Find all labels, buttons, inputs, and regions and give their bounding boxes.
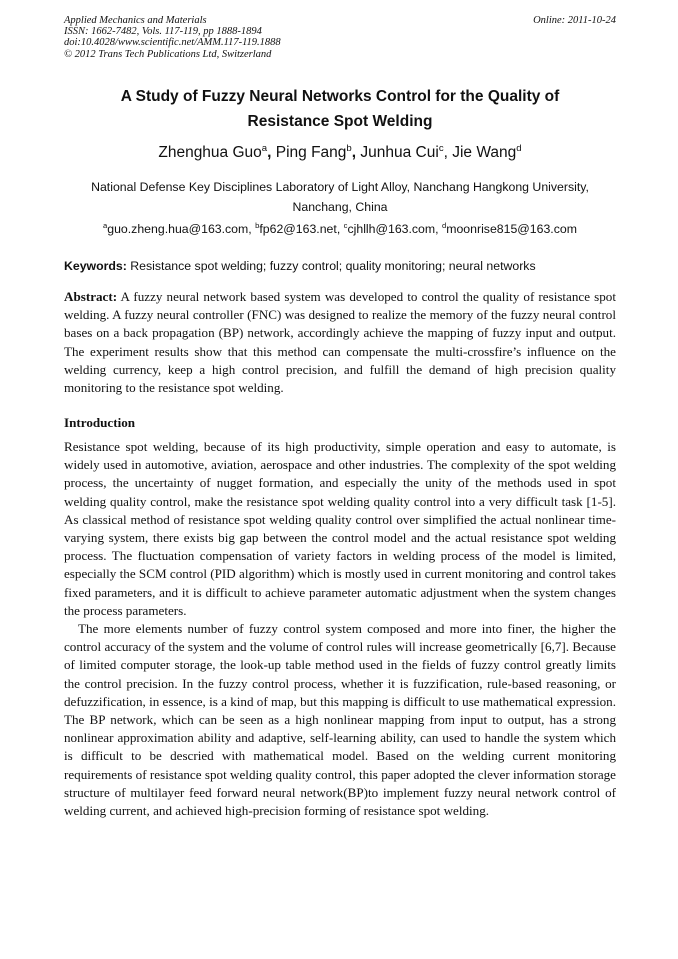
introduction-body [64,438,616,820]
author-sup: c [438,142,444,154]
email-list [64,220,616,238]
email-address: fp62@163.net [259,222,337,236]
email-separator: , [336,222,344,236]
doi-line: doi:10.4028/www.scientific.net/AMM.117-119.1888 [64,37,281,49]
email-sup: c [343,220,348,230]
abstract-label: Abstract: [64,289,118,304]
email-sup: a [103,220,108,230]
author-name: Junhua Cui [360,144,439,161]
author-name: Ping Fang [275,144,347,161]
author-sup: b [346,142,352,154]
email-address: moonrise815@163.com [446,222,577,236]
email-sup: b [255,220,260,230]
title-line-2: Resistance Spot Welding [247,113,433,130]
author-sup: d [516,142,522,154]
introduction-paragraph-1: Resistance spot welding, because of its high productivity, simple operation and easy to automate, is widely used in automotive, aviation, aerospace and other industries. The complexity of the spot welding process, the uncertainty of nugget formation, and especially the unity of the methods used in spot welding quality control, make the resistance spot welding quality control into a very difficult task [1-5]. As classical method of resistance spot welding quality control over simplified the actual nonlinear time-varying system, there exists big gap between the control model and the actual resistance spot welding process. The fluctuation compensation of variety factors in welding process of the model is limited, especially the SCM control (PID algorithm) which is mostly used in current monitoring and control takes fixed parameters, and it is difficult to achieve parameter automatic adjustment when the system changes the process parameters. [64,439,616,618]
online-date: Online: 2011-10-24 [533,15,616,26]
author-name: Jie Wang [452,144,517,161]
title-line-1: A Study of Fuzzy Neural Networks Control for the Quality of [120,88,560,105]
introduction-heading: Introduction [64,415,136,430]
keywords-label: Keywords: [64,259,127,273]
author-sup: a [261,142,268,154]
journal-name: Applied Mechanics and Materials [64,15,207,26]
copyright-line: © 2012 Trans Tech Publications Ltd, Switzerland [64,48,272,60]
journal-header [64,15,616,60]
paper-title [64,84,616,134]
author-separator: , [351,144,361,161]
keywords [64,257,616,275]
abstract-text: A fuzzy neural network based system was developed to control the quality of resistance spot welding. A fuzzy neural controller (FNC) was designed to realize the memory of the fuzzy neural control bases on a back propagation (BP) network, accordingly achieve the mapping of fuzzy input and output. The experiment results show that this method can compensate the multi-crossfire’s influence on the welding currency, keep a high control precision, and fulfill the demand of high precision quality monitoring to the resistance spot welding. [64,289,616,396]
issn-line: ISSN: 1662-7482, Vols. 117-119, pp 1888-1894 [64,26,262,38]
email-address: cjhllh@163.com [347,222,436,236]
author-separator: , [443,144,453,161]
introduction-paragraph-2: The more elements number of fuzzy control system composed and more into finer, the higher the control accuracy of the system and the volume of control rules will increase geometrically [6,7]. Because of limited computer storage, the look-up table method used in the fields of fuzzy control greatly limits the control precision. In the fuzzy control process, whether it is fuzzification, rule-based reasoning, or defuzzification, in essence, is a kind of map, but this mapping is difficult to use mathematical expression. The BP network, which can be seen as a high nonlinear mapping from input to output, has a strong nonlinear approximation ability and adaptive, self-learning ability, can used to handle the system which is difficult to be descried with mathematical model. Based on the welding current monitoring requirements of resistance spot welding quality control, this paper adopted the clever information storage structure of multilayer feed forward neural network(BP)to implement fuzzy neural network control of welding current, and achieved high-precision forming of resistance spot welding. [64,621,616,819]
email-address: guo.zheng.hua@163.com [107,222,249,236]
email-sup: d [441,220,447,230]
affiliation-line-1: National Defense Key Disciplines Laboratory of Light Alloy, Nanchang Hangkong University, [91,180,589,194]
affiliation [64,177,616,217]
author-name: Zhenghua Guo [158,144,262,161]
author-separator: , [267,144,276,161]
affiliation-line-2: Nanchang, China [292,200,388,214]
email-separator: , [248,222,256,236]
abstract [64,288,616,397]
author-list [64,143,616,163]
keywords-text: Resistance spot welding; fuzzy control; quality monitoring; neural networks [130,259,536,273]
email-separator: , [435,222,442,236]
